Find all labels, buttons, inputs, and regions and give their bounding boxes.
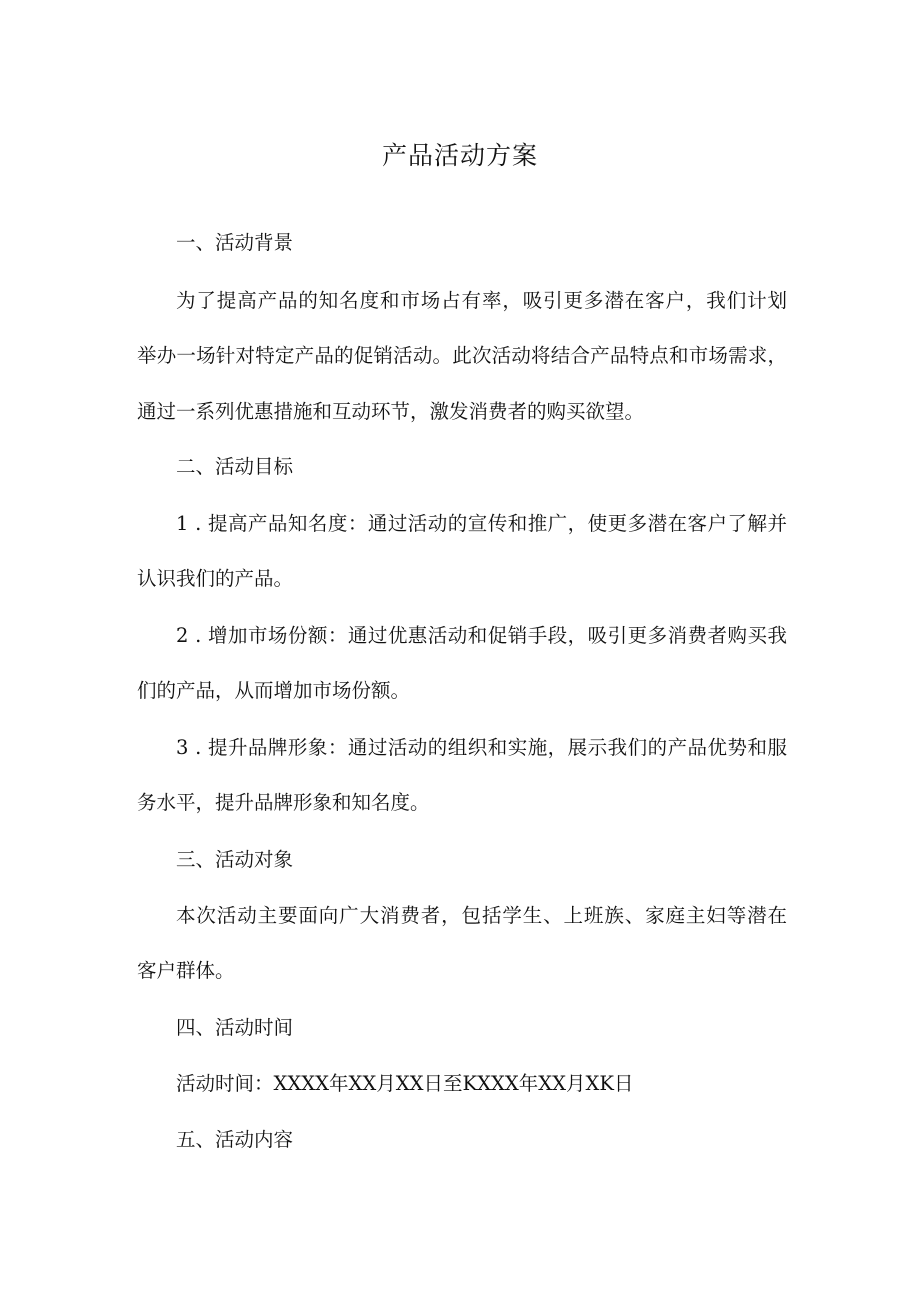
goal-1-line-1: 1​ ​.​ ​提​高​产​品​知​名​度​：​通​过​活​动​的​宣​传​和​推​广​，​使​更​多​潜​在​客​户​了​解​并 (176, 512, 787, 535)
section-heading-audience: 三、活动对象 (176, 848, 294, 871)
goal-2-line-1: 2​ ​.​ ​增​加​市​场​份​额​：​通​过​优​惠​活​动​和​促​销​手​段​，​吸​引​更​多​消​费​者​购​买​我 (176, 624, 787, 647)
document-title: 产品活动方案 (381, 141, 538, 170)
audience-line-1: 本​次​活​动​主​要​面​向​广​大​消​费​者​，​包​括​学​生​、​上​班​族​、​家​庭​主​妇​等​潜​在 (176, 904, 787, 927)
section-heading-background: 一、活动背景 (176, 231, 294, 254)
section-heading-time: 四、活动时间 (176, 1016, 294, 1039)
background-line-3: 通过一系列优惠措施和互动环节，激发消费者的购买欲望。 (137, 400, 645, 423)
audience-line-2: 客户群体。 (137, 959, 235, 982)
activity-time-line: 活动时间：XXXX年XX月XX日至KXXX年XX月XK日 (176, 1072, 634, 1095)
goal-2-line-2: 们的产品，从而增加市场份额。 (137, 679, 411, 702)
goal-3-line-1: 3​ ​.​ ​提​升​品​牌​形​象​：​通​过​活​动​的​组​织​和​实​施​，​展​示​我​们​的​产​品​优​势​和​服 (176, 736, 787, 759)
background-line-2: 举​办​一​场​针​对​特​定​产​品​的​促​销​活​动​。​此​次​活​动​将​结​合​产​品​特​点​和​市​场​需​求​， (137, 344, 787, 367)
goal-3-line-2: 务水平，提升品牌形象和知名度。 (137, 791, 430, 814)
section-heading-content: 五、活动内容 (176, 1128, 294, 1151)
goal-1-line-2: 认识我们的产品。 (137, 567, 294, 590)
section-heading-goals: 二、活动目标 (176, 455, 294, 478)
background-line-1: 为​了​提​高​产​品​的​知​名​度​和​市​场​占​有​率​，​吸​引​更​多​潜​在​客​户​，​我​们​计​划 (176, 289, 787, 312)
